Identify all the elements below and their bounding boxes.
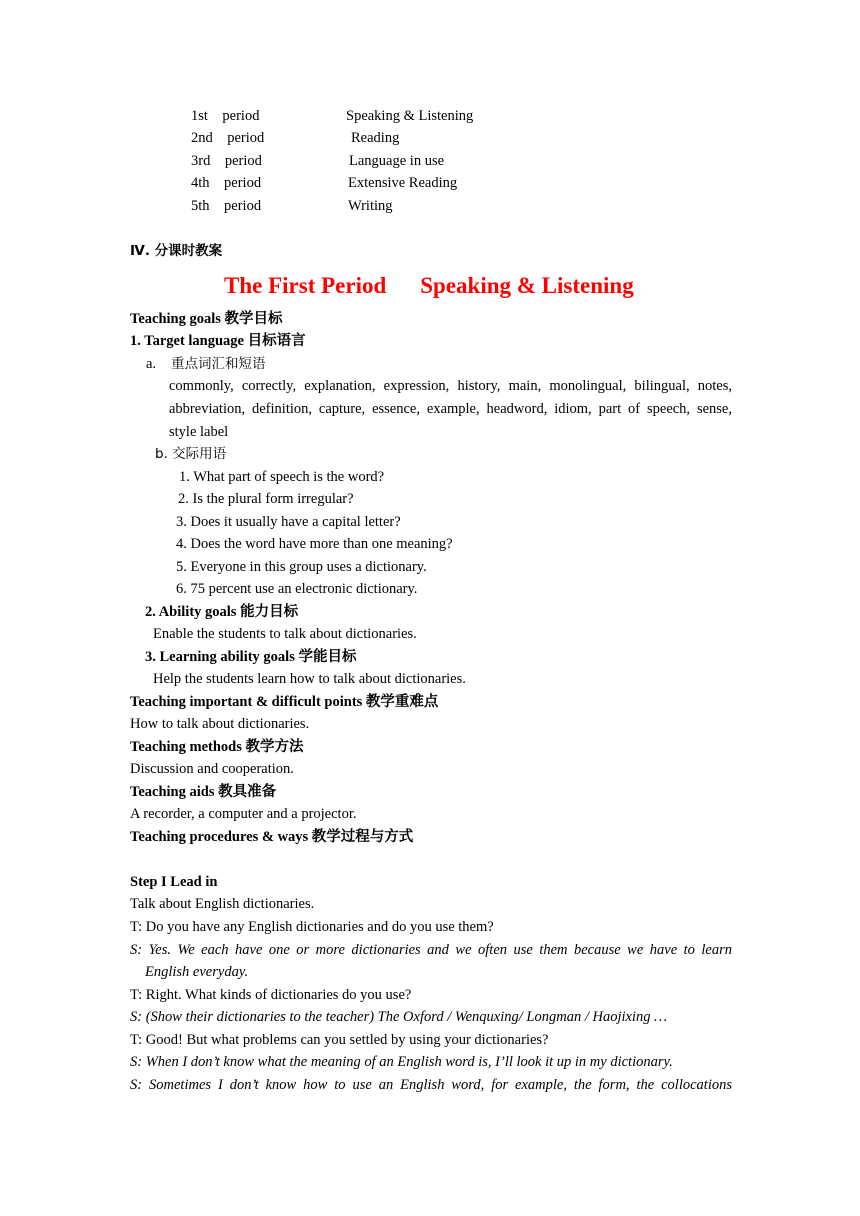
vocab-heading: 重点词汇和短语 <box>171 356 266 372</box>
comm-item-5: 5. Everyone in this group uses a dictionary. <box>176 559 427 575</box>
page-title <box>224 272 634 300</box>
dialogue-student-line: S: Yes. We each have one or more dictionaries and we often use them because we have to learn <box>130 942 732 958</box>
dialogue-teacher-line: T: Good! But what problems can you settled by using your dictionaries? <box>130 1032 549 1048</box>
dialogue-student-line: S: When I don’t know what the meaning of an English word is, I’ll look it up in my dictionary. <box>130 1054 673 1070</box>
ability-goals-heading: 2. Ability goals 能力目标 <box>145 604 299 620</box>
dialogue-student-line: S: (Show their dictionaries to the teacher) The Oxford / Wenquxing/ Longman / Haojixing … <box>130 1009 667 1025</box>
important-points-text: How to talk about dictionaries. <box>130 716 310 732</box>
comm-item-2: 2. Is the plural form irregular? <box>178 491 354 507</box>
vocab-marker: a. <box>146 356 157 372</box>
comm-item-6: 6. 75 percent use an electronic dictionary. <box>176 581 418 597</box>
schedule-period-3: 3rd period <box>191 153 262 169</box>
teaching-goals-heading: Teaching goals 教学目标 <box>130 311 283 327</box>
dialogue-teacher-line: T: Right. What kinds of dictionaries do you use? <box>130 987 412 1003</box>
schedule-period-1: 1st period <box>191 108 260 124</box>
title-topic: Speaking & Listening <box>420 273 634 298</box>
methods-text: Discussion and cooperation. <box>130 761 294 777</box>
vocab-line-2: abbreviation, definition, capture, essence, example, headword, idiom, part of speech, sense, <box>169 401 732 417</box>
vocab-line-3: style label <box>169 424 229 440</box>
schedule-period-2: 2nd period <box>191 130 265 146</box>
dialogue-student-line: S: Sometimes I don’t know how to use an English word, for example, the form, the collocations <box>130 1077 732 1093</box>
title-period: The First Period <box>224 273 387 298</box>
aids-heading: Teaching aids 教具准备 <box>130 784 277 800</box>
step-intro: Talk about English dictionaries. <box>130 896 315 912</box>
schedule-topic-2: Reading <box>351 130 400 146</box>
learning-goals-heading: 3. Learning ability goals 学能目标 <box>145 649 357 665</box>
schedule-period-4: 4th period <box>191 175 262 191</box>
schedule-topic-1: Speaking & Listening <box>346 108 474 124</box>
section-heading: Ⅳ. 分课时教案 <box>130 243 223 259</box>
comm-item-3: 3. Does it usually have a capital letter? <box>176 514 401 530</box>
learning-goals-text: Help the students learn how to talk about dictionaries. <box>153 671 466 687</box>
dialogue-teacher-line: T: Do you have any English dictionaries and do you use them? <box>130 919 494 935</box>
schedule-topic-4: Extensive Reading <box>348 175 458 191</box>
comm-item-4: 4. Does the word have more than one meaning? <box>176 536 453 552</box>
methods-heading: Teaching methods 教学方法 <box>130 739 304 755</box>
ability-goals-text: Enable the students to talk about dictionaries. <box>153 626 417 642</box>
procedures-heading: Teaching procedures & ways 教学过程与方式 <box>130 829 414 845</box>
aids-text: A recorder, a computer and a projector. <box>130 806 357 822</box>
dialogue-student-line-cont: English everyday. <box>145 964 249 980</box>
target-language-heading: 1. Target language 目标语言 <box>130 333 306 349</box>
important-points-heading: Teaching important & difficult points 教学重难点 <box>130 694 439 710</box>
schedule-topic-5: Writing <box>348 198 393 214</box>
comm-item-1: 1. What part of speech is the word? <box>179 469 385 485</box>
schedule-period-5: 5th period <box>191 198 262 214</box>
schedule-topic-3: Language in use <box>349 153 445 169</box>
comm-heading: b. 交际用语 <box>155 446 227 462</box>
vocab-line-1: commonly, correctly, explanation, expression, history, main, monolingual, bilingual, notes, <box>169 378 732 394</box>
step-heading: Step I Lead in <box>130 874 218 890</box>
